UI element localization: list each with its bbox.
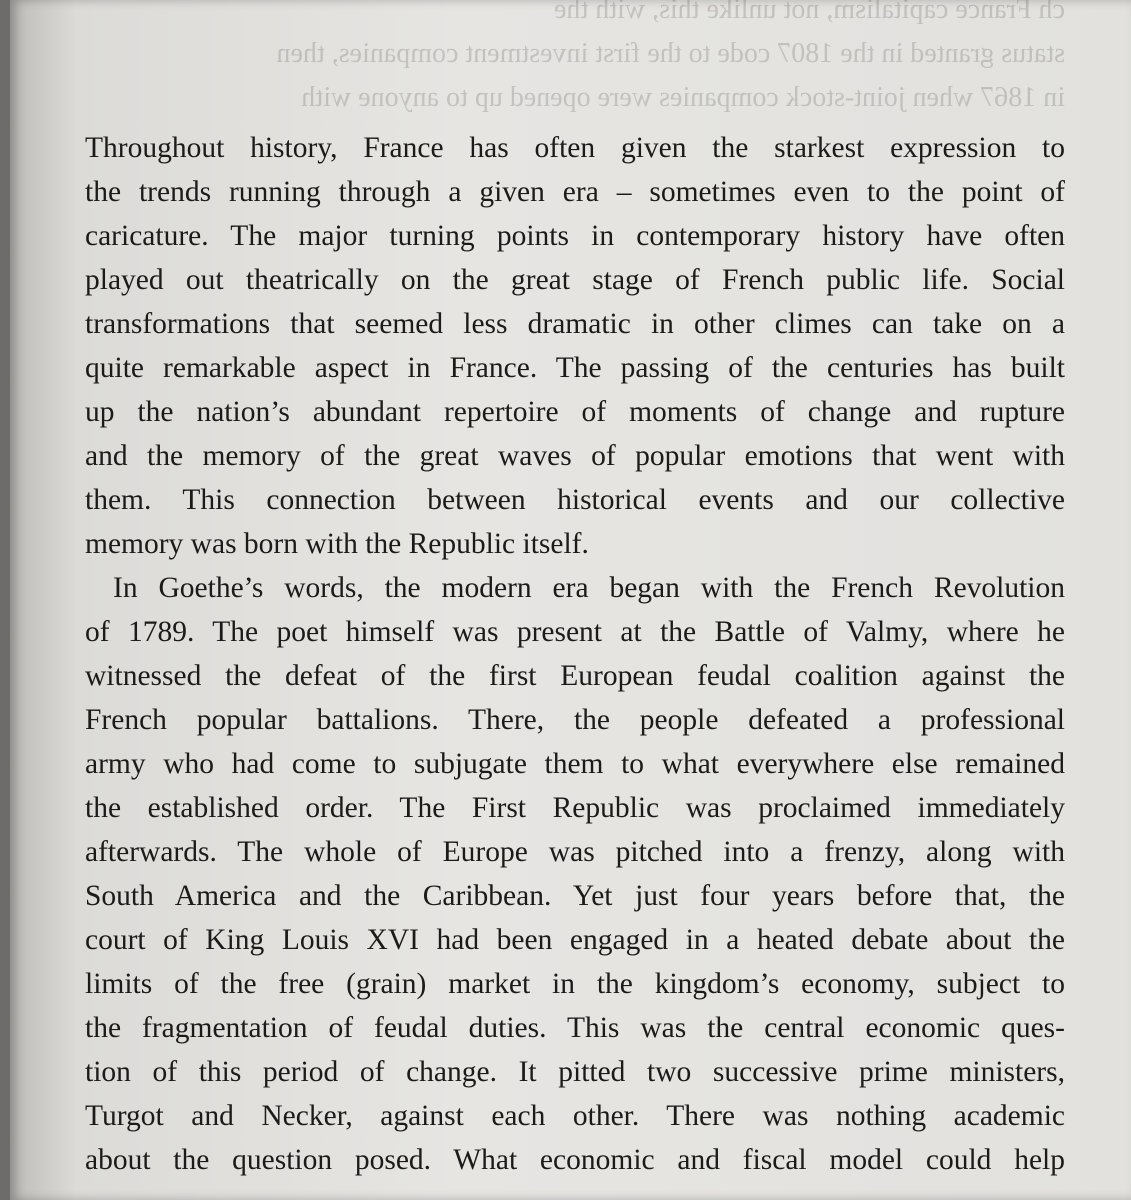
text-line: Turgot and Necker, against each other. There was nothing academic: [85, 1100, 1065, 1132]
book-page: [10, 0, 1131, 1200]
paragraph-1: [85, 126, 1065, 566]
text-line: quite remarkable aspect in France. The passing of the centuries has built: [85, 352, 1065, 384]
text-line: French popular battalions. There, the people defeated a professional: [85, 704, 1065, 736]
text-line: caricature. The major turning points in contemporary history have often: [85, 220, 1065, 252]
text-line: the trends running through a given era – sometimes even to the point of: [85, 176, 1065, 208]
text-line: up the nation’s abundant repertoire of moments of change and rupture: [85, 396, 1065, 428]
text-line: court of King Louis XVI had been engaged in a heated debate about the: [85, 924, 1065, 956]
body-text: [85, 126, 1065, 1182]
text-line: In Goethe’s words, the modern era began with the French Revolution: [113, 572, 1065, 604]
text-line: about the question posed. What economic and fiscal model could help: [85, 1144, 1065, 1176]
text-line: the established order. The First Republic was proclaimed immediately: [85, 792, 1065, 824]
text-line: limits of the free (grain) market in the kingdom’s economy, subject to: [85, 968, 1065, 1000]
bleed-line: in 1867 when joint-stock companies were opened up to anyone with: [301, 82, 1065, 113]
bleed-line: status granted in the 1807 code to the first investment companies, then: [276, 38, 1065, 69]
text-line: South America and the Caribbean. Yet just four years before that, the: [85, 880, 1065, 912]
text-line: afterwards. The whole of Europe was pitched into a frenzy, along with: [85, 836, 1065, 868]
bleed-line: ch France capitalism, not unlike this, with the: [554, 0, 1065, 25]
text-line: played out theatrically on the great stage of French public life. Social: [85, 264, 1065, 296]
text-line: and the memory of the great waves of popular emotions that went with: [85, 440, 1065, 472]
paragraph-2: [85, 566, 1065, 1182]
text-line: of 1789. The poet himself was present at the Battle of Valmy, where he: [85, 616, 1065, 648]
text-line: transformations that seemed less dramatic in other climes can take on a: [85, 308, 1065, 340]
text-line: them. This connection between historical events and our collective: [85, 484, 1065, 516]
text-line: memory was born with the Republic itself.: [85, 528, 589, 560]
bleed-through-text: [85, 0, 1065, 120]
text-line: army who had come to subjugate them to what everywhere else remained: [85, 748, 1065, 780]
text-line: tion of this period of change. It pitted two successive prime ministers,: [85, 1056, 1065, 1088]
text-line: Throughout history, France has often given the starkest expression to: [85, 132, 1065, 164]
text-line: the fragmentation of feudal duties. This was the central economic ques-: [85, 1012, 1065, 1044]
text-line: witnessed the defeat of the first European feudal coalition against the: [85, 660, 1065, 692]
